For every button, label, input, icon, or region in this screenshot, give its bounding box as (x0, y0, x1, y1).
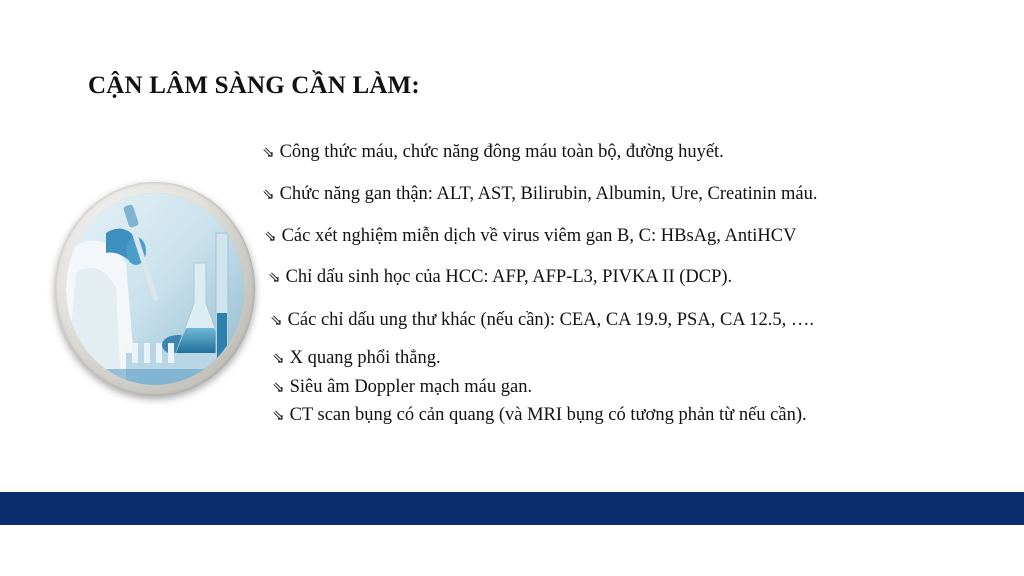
bullet-item (270, 309, 814, 331)
bullet-text: Các chỉ dấu ung thư khác (nếu cần): CEA, CA 19.9, PSA, CA 12.5, …. (287, 310, 815, 330)
bullet-item (264, 225, 796, 247)
bullet-item (272, 376, 532, 398)
bullet-text: CT scan bụng có cản quang (và MRI bụng có tương phản từ nếu cần). (289, 405, 807, 425)
circular-photo-frame (55, 182, 255, 396)
bullet-text: Chức năng gan thận: ALT, AST, Bilirubin, Albumin, Ure, Creatinin máu. (279, 184, 818, 204)
bullet-text: Công thức máu, chức năng đông máu toàn bộ, đường huyết. (279, 142, 724, 162)
arrow-icon: ⇘ (268, 268, 281, 286)
arrow-icon: ⇘ (262, 185, 275, 203)
bullet-text: X quang phổi thẳng. (289, 348, 441, 368)
bullet-item (262, 141, 724, 163)
arrow-icon: ⇘ (272, 378, 285, 396)
bullet-item (272, 404, 807, 426)
bullet-item (272, 347, 441, 369)
bullet-item (268, 266, 732, 288)
bullet-text: Siêu âm Doppler mạch máu gan. (289, 377, 533, 397)
lab-photo (66, 193, 244, 385)
arrow-icon: ⇘ (262, 143, 275, 161)
arrow-icon: ⇘ (264, 227, 277, 245)
arrow-icon: ⇘ (270, 311, 283, 329)
footer-band (0, 492, 1024, 525)
bullet-item (262, 183, 818, 205)
bullet-text: Chỉ dấu sinh học của HCC: AFP, AFP-L3, PIVKA II (DCP). (285, 267, 733, 287)
arrow-icon: ⇘ (272, 349, 285, 367)
slide-title: CẬN LÂM SÀNG CẦN LÀM: (88, 72, 420, 99)
bullet-text: Các xét nghiệm miễn dịch về virus viêm gan B, C: HBsAg, AntiHCV (281, 226, 797, 246)
arrow-icon: ⇘ (272, 406, 285, 424)
lab-scene-illustration (66, 193, 244, 385)
